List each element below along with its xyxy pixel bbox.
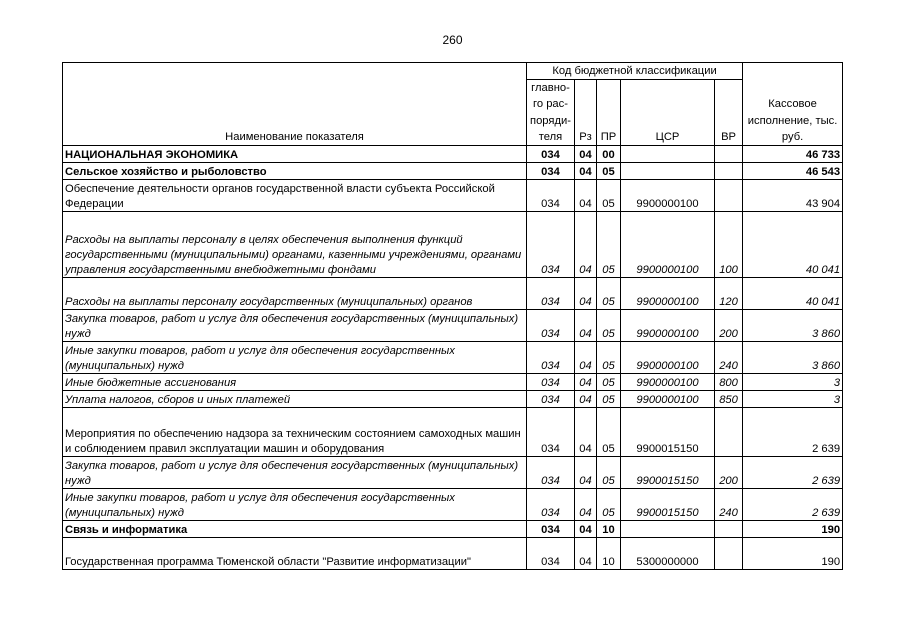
row-rz: 04 — [575, 180, 597, 212]
row-csr: 9900000100 — [621, 212, 715, 278]
table-row — [63, 408, 843, 457]
row-csr: 9900000100 — [621, 342, 715, 374]
row-csr: 9900015150 — [621, 457, 715, 489]
row-amount: 3 — [743, 391, 843, 408]
row-code: 034 — [527, 457, 575, 489]
row-vr: 240 — [715, 342, 743, 374]
row-rz: 04 — [575, 408, 597, 457]
row-pr: 05 — [597, 374, 621, 391]
row-vr — [715, 538, 743, 570]
row-csr — [621, 163, 715, 180]
row-vr — [715, 521, 743, 538]
header-rz: Рз — [575, 80, 597, 146]
row-csr: 5300000000 — [621, 538, 715, 570]
row-name: Закупка товаров, работ и услуг для обеспечения государственных (муниципальных) нужд — [63, 310, 527, 342]
row-rz: 04 — [575, 278, 597, 310]
table-row — [63, 538, 843, 570]
row-code: 034 — [527, 489, 575, 521]
row-name: Обеспечение деятельности органов государственной власти субъекта Российской Федерации — [63, 180, 527, 212]
row-vr: 120 — [715, 278, 743, 310]
table-row — [63, 489, 843, 521]
row-rz: 04 — [575, 342, 597, 374]
table-row — [63, 278, 843, 310]
row-amount: 43 904 — [743, 180, 843, 212]
row-name: Мероприятия по обеспечению надзора за техническим состоянием самоходных машин и соблюдением правил эксплуатации машин и оборудования — [63, 408, 527, 457]
row-pr: 05 — [597, 278, 621, 310]
row-name: Иные закупки товаров, работ и услуг для обеспечения государственных (муниципальных) нужд — [63, 342, 527, 374]
row-code: 034 — [527, 408, 575, 457]
row-amount: 2 639 — [743, 408, 843, 457]
row-name: НАЦИОНАЛЬНАЯ ЭКОНОМИКА — [63, 146, 527, 163]
row-amount: 2 639 — [743, 489, 843, 521]
row-name: Расходы на выплаты персоналу государственных (муниципальных) органов — [63, 278, 527, 310]
row-code: 034 — [527, 310, 575, 342]
row-amount: 190 — [743, 521, 843, 538]
row-amount: 40 041 — [743, 278, 843, 310]
row-amount: 2 639 — [743, 457, 843, 489]
row-vr — [715, 163, 743, 180]
table-row — [63, 521, 843, 538]
row-name: Иные закупки товаров, работ и услуг для обеспечения государственных (муниципальных) нужд — [63, 489, 527, 521]
row-code: 034 — [527, 163, 575, 180]
row-csr: 9900015150 — [621, 408, 715, 457]
row-amount: 3 860 — [743, 310, 843, 342]
table-row — [63, 180, 843, 212]
row-code: 034 — [527, 212, 575, 278]
row-code: 034 — [527, 278, 575, 310]
header-csr: ЦСР — [621, 80, 715, 146]
row-vr: 240 — [715, 489, 743, 521]
row-code: 034 — [527, 521, 575, 538]
table-body — [63, 146, 843, 570]
row-vr: 200 — [715, 457, 743, 489]
row-vr — [715, 408, 743, 457]
row-vr: 850 — [715, 391, 743, 408]
row-csr — [621, 521, 715, 538]
row-rz: 04 — [575, 163, 597, 180]
row-pr: 05 — [597, 457, 621, 489]
row-name: Расходы на выплаты персоналу в целях обеспечения выполнения функций государственными (муниципальными) органами, казенными учреждениями, органами управления государственными внебюджетными фондами — [63, 212, 527, 278]
row-amount: 40 041 — [743, 212, 843, 278]
row-code: 034 — [527, 538, 575, 570]
table-row — [63, 310, 843, 342]
row-rz: 04 — [575, 391, 597, 408]
row-name: Государственная программа Тюменской области "Развитие информатизации" — [63, 538, 527, 570]
row-rz: 04 — [575, 374, 597, 391]
row-amount: 3 860 — [743, 342, 843, 374]
row-csr: 9900000100 — [621, 391, 715, 408]
row-pr: 05 — [597, 163, 621, 180]
row-pr: 00 — [597, 146, 621, 163]
row-pr: 05 — [597, 310, 621, 342]
row-code: 034 — [527, 180, 575, 212]
header-code: главно-го рас-поряди-теля — [527, 80, 575, 146]
row-rz: 04 — [575, 146, 597, 163]
row-amount: 3 — [743, 374, 843, 391]
row-amount: 46 733 — [743, 146, 843, 163]
header-classification-group: Код бюджетной классификации — [527, 63, 743, 80]
row-name: Уплата налогов, сборов и иных платежей — [63, 391, 527, 408]
page-number: 260 — [442, 33, 463, 47]
table-row — [63, 391, 843, 408]
row-name: Иные бюджетные ассигнования — [63, 374, 527, 391]
row-vr: 800 — [715, 374, 743, 391]
row-rz: 04 — [575, 521, 597, 538]
header-vr: ВР — [715, 80, 743, 146]
table-row — [63, 146, 843, 163]
row-pr: 05 — [597, 342, 621, 374]
row-pr: 10 — [597, 538, 621, 570]
row-name: Связь и информатика — [63, 521, 527, 538]
row-pr: 10 — [597, 521, 621, 538]
row-rz: 04 — [575, 489, 597, 521]
header-name: Наименование показателя — [63, 63, 527, 146]
budget-table — [62, 62, 843, 570]
row-csr: 9900015150 — [621, 489, 715, 521]
row-vr: 200 — [715, 310, 743, 342]
row-name: Закупка товаров, работ и услуг для обеспечения государственных (муниципальных) нужд — [63, 457, 527, 489]
row-code: 034 — [527, 374, 575, 391]
row-pr: 05 — [597, 180, 621, 212]
row-vr — [715, 180, 743, 212]
row-pr: 05 — [597, 391, 621, 408]
row-vr — [715, 146, 743, 163]
row-pr: 05 — [597, 408, 621, 457]
row-code: 034 — [527, 342, 575, 374]
header-amount: Кассовое исполнение, тыс. руб. — [743, 63, 843, 146]
row-code: 034 — [527, 146, 575, 163]
row-csr — [621, 146, 715, 163]
row-csr: 9900000100 — [621, 278, 715, 310]
table-row — [63, 342, 843, 374]
row-rz: 04 — [575, 538, 597, 570]
row-vr: 100 — [715, 212, 743, 278]
row-amount: 46 543 — [743, 163, 843, 180]
row-rz: 04 — [575, 310, 597, 342]
table-row — [63, 163, 843, 180]
row-amount: 190 — [743, 538, 843, 570]
row-pr: 05 — [597, 489, 621, 521]
table-row — [63, 457, 843, 489]
table-row — [63, 374, 843, 391]
table-row — [63, 212, 843, 278]
row-csr: 9900000100 — [621, 180, 715, 212]
row-code: 034 — [527, 391, 575, 408]
row-csr: 9900000100 — [621, 374, 715, 391]
row-rz: 04 — [575, 212, 597, 278]
row-rz: 04 — [575, 457, 597, 489]
header-pr: ПР — [597, 80, 621, 146]
row-pr: 05 — [597, 212, 621, 278]
row-csr: 9900000100 — [621, 310, 715, 342]
row-name: Сельское хозяйство и рыболовство — [63, 163, 527, 180]
